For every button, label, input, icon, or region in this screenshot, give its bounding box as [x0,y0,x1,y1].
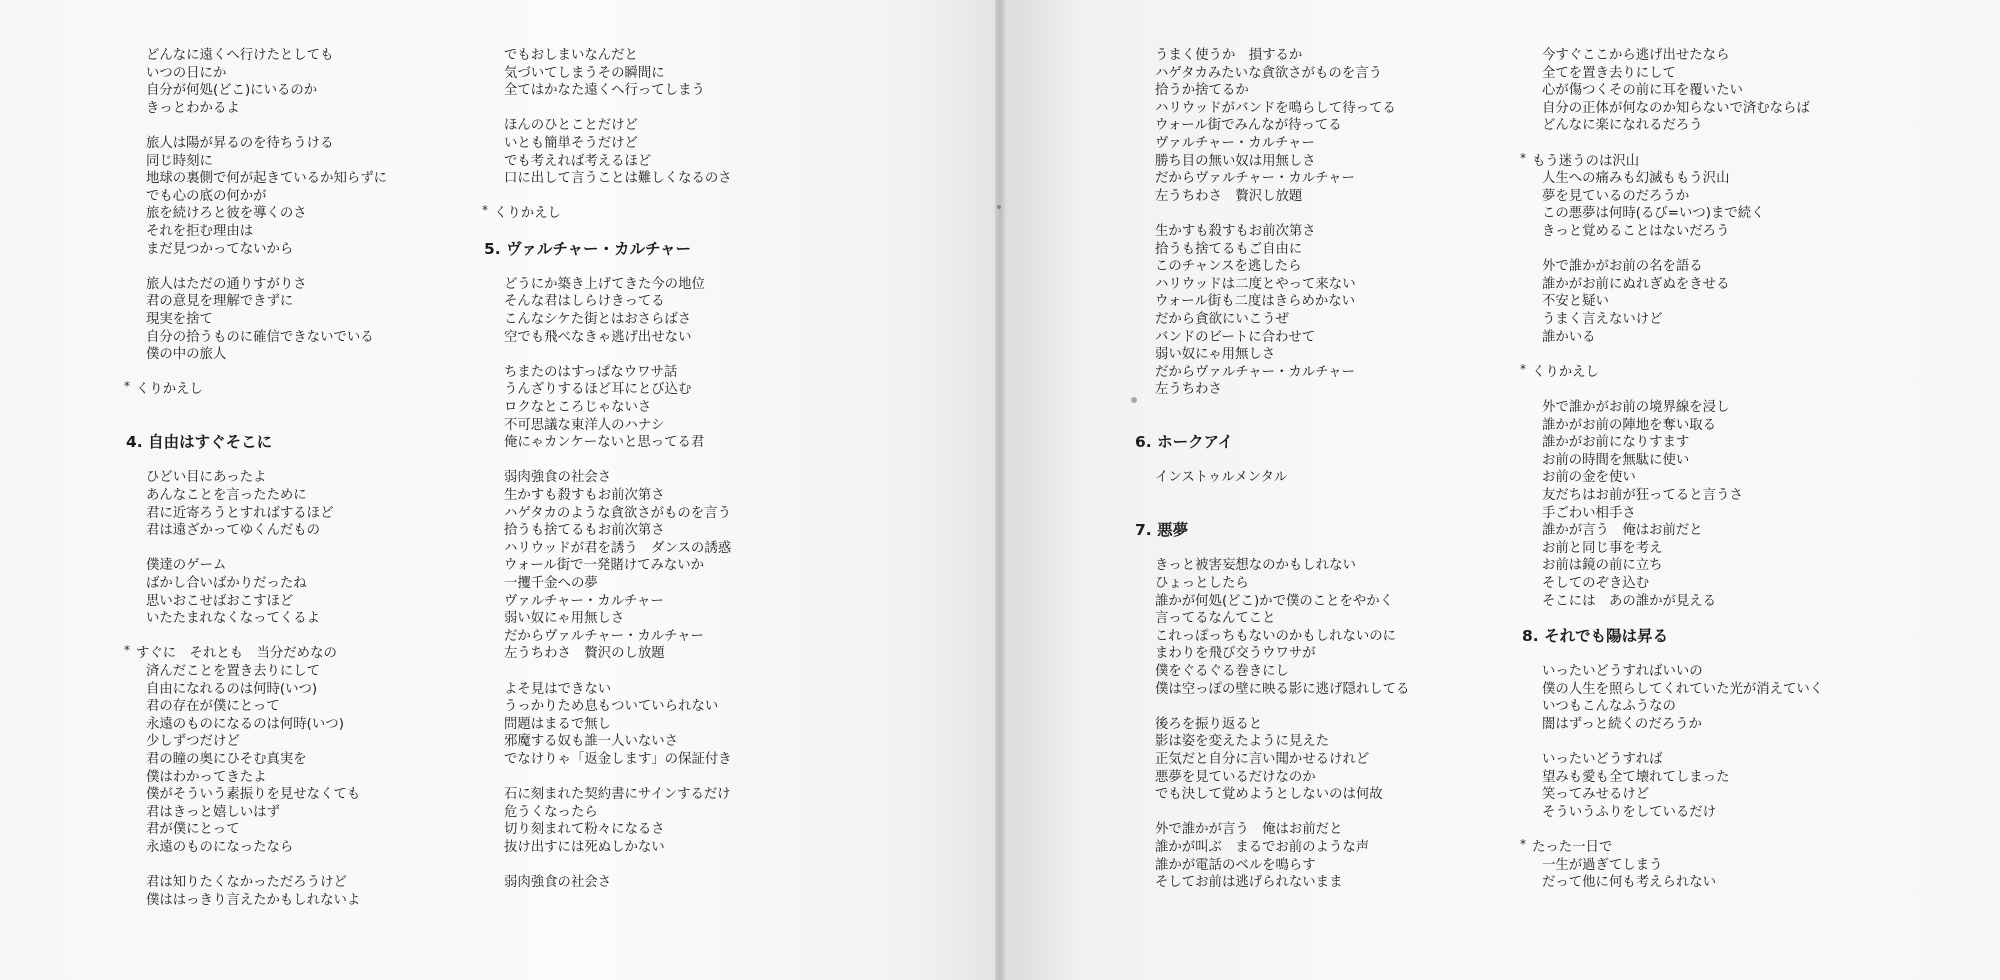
lyric-line: 邪魔する奴も誰一人いないさ [504,734,679,750]
lyric-line: でなけりゃ「返金します」の保証付き [504,752,732,767]
lyric-line: 俺にゃカンケーないと思ってる君 [504,435,705,451]
lyric-line: 僕ははっきり言えたかもしれないよ [146,892,361,908]
lyric-line: * たった一日で [1532,839,1612,857]
lyric-line: だから貪欲にいこうぜ [1155,312,1289,327]
song-title: 8. それでも陽は昇る [1522,626,1669,645]
lyric-line: そんな君はしらけきってる [504,294,665,310]
lyric-line: 僕の人生を照らしてくれていた光が消えていく [1542,681,1824,697]
lyric-line: どんなに楽になれるだろう [1542,118,1703,134]
song-title: 7. 悪夢 [1135,521,1189,540]
lyric-line: どうにか築き上げてきた今の地位 [504,276,705,292]
page-mark [997,205,1001,209]
lyric-line: 全てはかなた遠くへ行ってしまう [504,83,705,99]
lyric-line: 君は知りたくなかっただろうけど [146,875,347,891]
lyric-line: きっと被害妄想なのかもしれない [1155,558,1356,574]
lyric-line: * もう迷うのは沢山 [1532,153,1639,171]
lyric-line: 済んだことを置き去りにして [146,664,321,679]
lyric-line: 一攫千金への夢 [504,576,598,591]
lyric-line: 誰かがお前になりすます [1542,435,1690,451]
lyric-line: まわりを飛び交うウワサが [1155,646,1316,662]
lyric-line: ヴァルチャー・カルチャー [1155,136,1315,151]
lyric-line: ひどい目にあったよ [146,470,267,486]
lyric-line: うっかりため息もついていられない [504,699,719,715]
lyric-line: 誰かが何処(どこ)かで僕のことをやかく [1155,593,1394,609]
lyric-line: 僕の中の旅人 [146,347,227,363]
lyric-line: でもおしまいなんだと [504,48,638,63]
lyric-line: いつの日にか [146,65,227,81]
lyric-line: 弱い奴にゃ用無しさ [1155,347,1276,363]
lyric-line: 口に出して言うことは難しくなるのさ [504,171,732,187]
lyric-line: お前の金を使い [1542,470,1636,486]
lyric-line: 僕がそういう素振りを見せなくても [146,787,361,803]
lyric-line: 勝ち目の無い奴は用無しさ [1155,153,1316,169]
lyric-line: そういうふりをしているだけ [1542,804,1717,820]
lyric-line: 悪夢を見ているだけなのか [1155,769,1316,785]
lyric-line: お前は鏡の前に立ち [1542,558,1663,574]
lyric-line: こんなシケた街とはおさらばさ [504,312,692,327]
lyric-line: 君が僕にとって [146,822,240,838]
lyric-line: 弱肉強食の社会さ [504,470,612,486]
lyric-line: 僕は空っぽの壁に映る影に逃げ隠れしてる [1155,681,1410,697]
lyric-line: うまく使うか 損するか [1155,48,1303,63]
lyric-line: そしてのぞき込む [1542,576,1650,591]
song-title: 6. ホークアイ [1135,433,1234,452]
lyric-line: 生かすも殺すもお前次第さ [504,488,665,503]
lyric-line: ハリウッドは二度とやって来ない [1155,276,1356,292]
lyric-line: 旅人はただの通りすがりさ [146,276,307,292]
lyric-line: * くりかえし [1532,364,1599,382]
lyric-line: 空でも飛べなきゃ逃げ出せない [504,329,692,345]
book-gutter [995,0,1005,980]
lyric-line: でも考えれば考えるほど [504,153,652,169]
lyric-line: よそ見はできない [504,681,612,697]
lyric-line: いったいどうすればいいの [1542,664,1703,679]
lyric-line: * くりかえし [136,381,203,399]
lyric-line: だからヴァルチャー・カルチャー [1155,171,1355,187]
lyric-line: これっぽっちもないのかもしれないのに [1155,628,1397,644]
lyric-line: 望みも愛も全て壊れてしまった [1542,769,1730,785]
lyric-line: うんざりするほど耳にとび込む [504,382,692,398]
lyric-line: 拾うも捨てるもご自由に [1155,241,1303,257]
lyric-line: バンドのビートに合わせて [1155,329,1316,345]
lyric-line: 自由になれるのは何時(いつ) [146,681,318,697]
lyric-line: 危うくなったら [504,804,598,820]
lyric-line: 言ってるなんてこと [1155,611,1276,627]
lyric-line: うまく言えないけど [1542,312,1663,327]
lyric-line: 自分の正体が何なのか知らないで済むならば [1542,100,1810,116]
lyric-line: 闇はずっと続くのだろうか [1542,716,1702,732]
lyric-line: あんなことを言ったために [146,488,307,503]
lyric-line: まだ見つかってないから [146,241,294,257]
lyric-line: 僕はわかってきたよ [146,769,267,785]
song-title: 5. ヴァルチャー・カルチャー [484,239,691,258]
lyric-line: 君に近寄ろうとすればするほど [146,505,334,521]
lyric-line: 不安と疑い [1542,294,1609,310]
lyric-line: 左うちわさ 贅沢し放題 [1155,188,1303,204]
lyric-line: 君は遠ざかってゆくんだもの [146,523,321,539]
lyric-line: ハゲタカのような貪欲さがものを言う [504,505,731,521]
lyric-line: いつもこんなふうなの [1542,699,1676,715]
lyric-line: 自分の拾うものに確信できないでいる [146,329,374,345]
lyric-line: ロクなところじゃないさ [504,400,652,415]
lyric-line: 旅人は陽が昇るのを待ちうける [146,136,334,151]
lyric-line: 笑ってみせるけど [1542,787,1650,803]
lyric-line: でも決して覚めようとしないのは何故 [1155,787,1383,803]
lyric-line: 君の瞳の奥にひそむ真実を [146,752,307,767]
lyric-line: * くりかえし [494,205,561,223]
lyric-line: 同じ時刻に [146,153,213,169]
lyric-line: 正気だと自分に言い聞かせるけれど [1155,752,1370,767]
lyric-line: このチャンスを逃したら [1155,259,1302,275]
lyric-line: 永遠のものになったなら [146,840,294,855]
lyric-line: 思いおこせばおこすほど [146,593,294,609]
lyric-line: だからヴァルチャー・カルチャー [1155,364,1355,380]
lyric-line: ばかし合いばかりだったね [146,576,307,591]
lyric-line: でも心の底の何かが [146,188,267,204]
lyric-line: 今すぐここから逃げ出せたなら [1542,48,1730,63]
lyric-line: 拾うも捨てるもお前次第さ [504,523,665,539]
lyric-line: 拾うか捨てるか [1155,83,1249,99]
song-title: 4. 自由はすぐそこに [126,433,273,452]
lyric-line: だからヴァルチャー・カルチャー [504,628,704,644]
lyric-line: 外で誰かがお前の境界線を浸し [1542,400,1730,415]
lyric-line: 誰かがお前にぬれぎぬをきせる [1542,276,1730,292]
lyric-line: お前と同じ事を考え [1542,540,1663,556]
lyric-line: 左うちわさ [1155,382,1222,398]
lyric-line: 弱肉強食の社会さ [504,875,612,891]
lyric-line: 抜け出すには死ぬしかない [504,840,665,855]
lyric-line: この悪夢は何時(るび=いつ)まで続く [1542,206,1765,222]
lyric-line: 心が傷つくその前に耳を覆いたい [1542,83,1743,99]
lyric-line: 少しずつだけど [146,734,240,750]
lyric-line: 永遠のものになるのは何時(いつ) [146,716,344,732]
lyric-line: 手ごわい相手さ [1542,505,1636,521]
lyric-line: 石に刻まれた契約書にサインするだけ [504,787,731,803]
lyric-line: ウォール街で一発賭けてみないか [504,558,705,574]
lyric-line: 君の意見を理解できずに [146,294,294,310]
lyric-line: いたたまれなくなってくるよ [146,611,321,627]
lyric-line: いとも簡単そうだけど [504,136,638,151]
lyric-line: 不可思議な東洋人のハナシ [504,417,665,433]
lyric-line: 一生が過ぎてしまう [1542,857,1663,873]
lyric-line: 外で誰かが言う 俺はお前だと [1155,822,1343,838]
lyric-line: 僕をぐるぐる巻きにし [1155,664,1289,679]
lyric-line: いったいどうすれば [1542,752,1663,767]
lyric-line: 僕達のゲーム [146,558,227,574]
lyric-line: 問題はまるで無し [504,716,611,732]
lyric-line: ウォール街でみんなが待ってる [1155,118,1342,134]
lyric-line: * すぐに それとも 当分だめなの [136,645,337,663]
lyric-line: 誰かが言う 俺はお前だと [1542,523,1703,539]
lyric-line: 全てを置き去りにして [1542,65,1676,81]
lyric-line: 誰かが電話のベルを鳴らす [1155,857,1316,873]
lyric-line: ヴァルチャー・カルチャー [504,593,664,609]
lyric-line: それを拒む理由は [146,224,254,239]
lyric-line: 友だちはお前が狂ってると言うさ [1542,488,1743,503]
lyric-line: 弱い奴にゃ用無しさ [504,611,625,627]
lyric-line: ちまたのはすっぱなウワサ話 [504,364,678,380]
lyric-line: 気づいてしまうその瞬間に [504,65,665,81]
lyric-line: インストゥルメンタル [1155,470,1288,486]
lyric-line: 後ろを振り返ると [1155,716,1263,732]
lyric-line: 外で誰かがお前の名を語る [1542,259,1703,275]
lyric-line: 左うちわさ 贅沢のし放題 [504,646,665,662]
lyric-line: 誰かがお前の陣地を奪い取る [1542,417,1717,433]
lyric-line: 現実を捨て [146,312,213,327]
lyric-line: どんなに遠くへ行けたとしても [146,48,334,63]
lyric-line: ほんのひとことだけど [504,118,638,134]
lyric-line: ハリウッドがバンドを鳴らして待ってる [1155,100,1396,116]
lyric-line: 人生への痛みも幻滅ももう沢山 [1542,171,1730,187]
lyric-line: 影は姿を変えたように見えた [1155,734,1330,750]
lyric-line: 旅を続けろと彼を導くのさ [146,206,307,222]
lyric-line: きっとわかるよ [146,100,240,116]
lyric-line: 生かすも殺すもお前次第さ [1155,224,1316,239]
lyric-line: 誰かが叫ぶ まるでお前のような声 [1155,840,1370,855]
lyric-line: 地球の裏側で何が起きているか知らずに [146,171,388,187]
lyric-line: 夢を見ているのだろうか [1542,188,1690,204]
lyric-line: きっと覚めることはないだろう [1542,224,1730,239]
lyric-line: そしてお前は逃げられないまま [1155,875,1343,891]
lyric-line: ハゲタカみたいな貪欲さがものを言う [1155,65,1382,81]
lyric-line: ウォール街も二度はきらめかない [1155,294,1356,310]
lyric-line: 自分が何処(どこ)にいるのか [146,83,318,99]
lyric-line: お前の時間を無駄に使い [1542,452,1690,468]
lyric-line: ハリウッドが君を誘う ダンスの誘惑 [504,540,732,556]
lyric-line: だって他に何も考えられない [1542,875,1717,891]
lyric-line: 君の存在が僕にとって [146,699,280,715]
page-mark [1131,397,1137,403]
lyric-line: 切り刻まれて粉々になるさ [504,822,665,838]
lyric-line: 誰かいる [1542,329,1596,345]
lyric-line: そこには あの誰かが見える [1542,593,1717,609]
lyric-line: 君はきっと嬉しいはず [146,804,280,820]
lyric-line: ひょっとしたら [1155,576,1249,591]
